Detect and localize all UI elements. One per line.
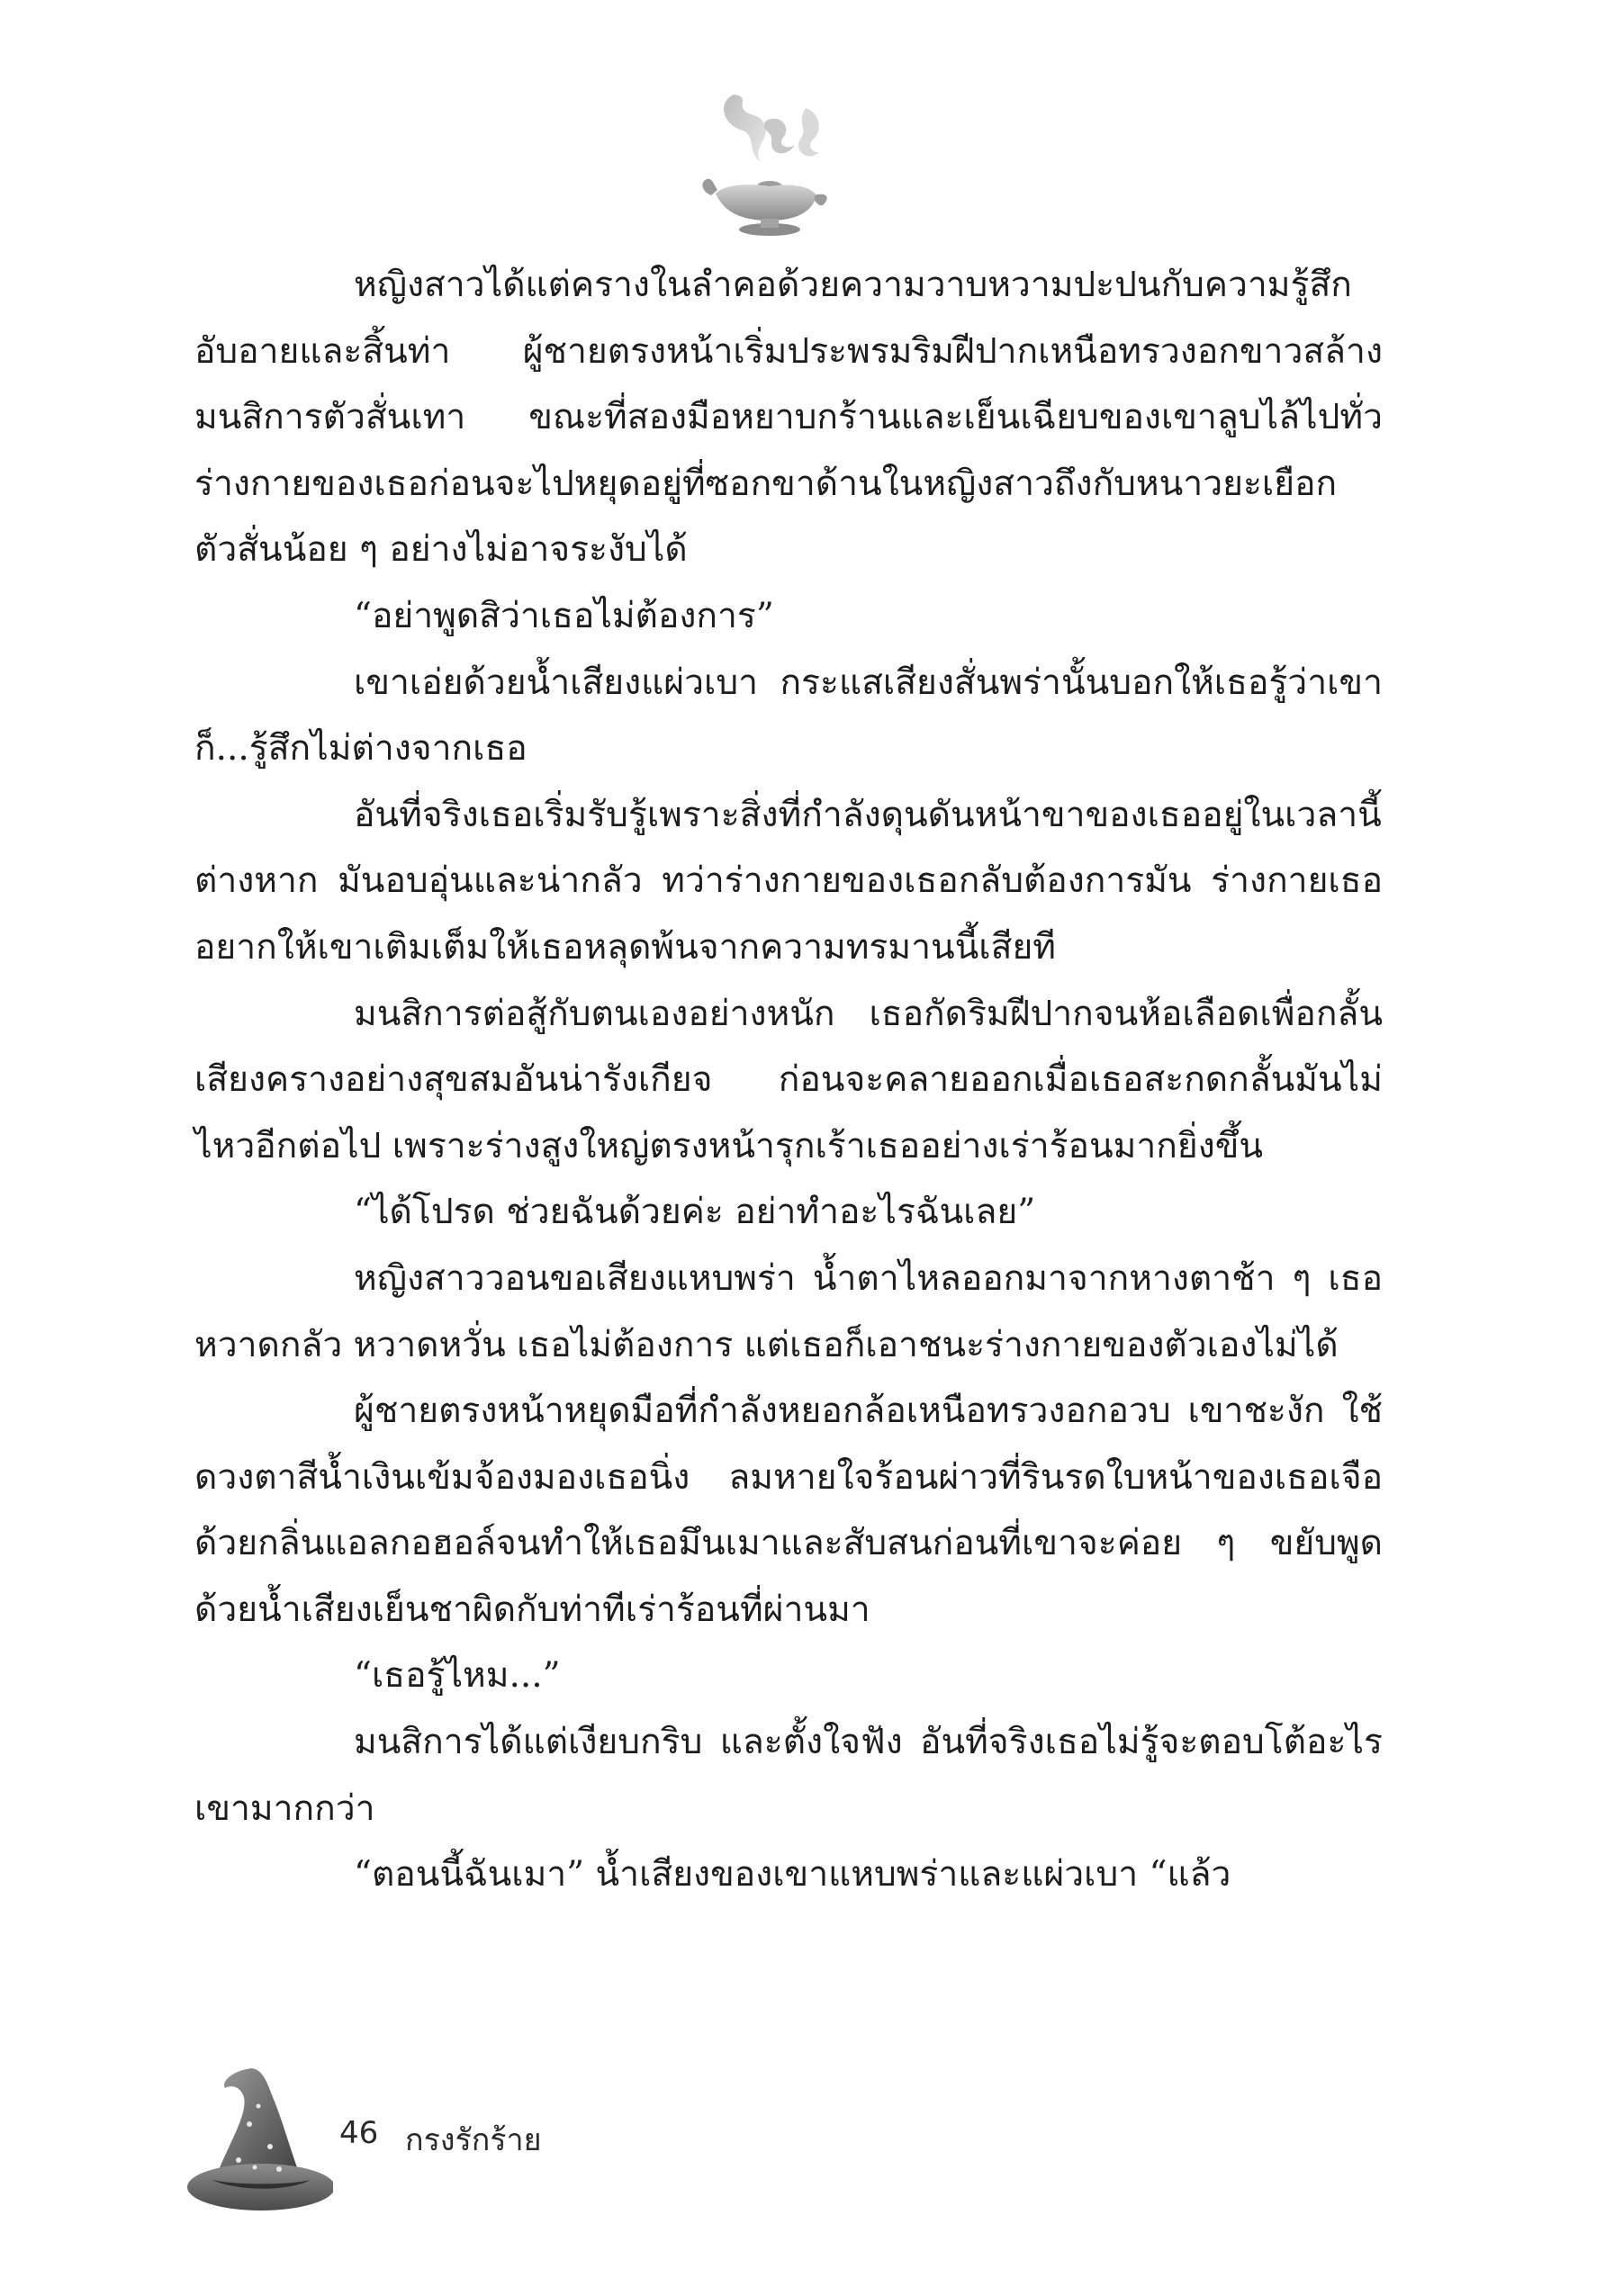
paragraph: หญิงสาวได้แต่ครางในลำคอด้วยความวาบหวามปะปนกับความรู้สึกอับอายและสิ้นท่า ผู้ชายตรงหน้าเริ่มประพรมริมฝีปากเหนือทรวงอกขาวสล้าง มนสิการตัวสั่นเทา ขณะที่สองมือหยาบกร้านและเย็นเฉียบของเขาลูบไล้ไปทั่วร่างกายของเธอก่อนจะไปหยุดอยู่ที่ซอกขาด้านในหญิงสาวถึงกับหนาวยะเยือก ตัวสั่นน้อย ๆ อย่างไม่อาจระงับได้ xyxy=(194,265,1383,571)
wizard-hat-icon xyxy=(185,2061,333,2223)
paragraph: เขาเอ่ยด้วยน้ำเสียงแผ่วเบา กระแสเสียงสั่นพร่านั้นบอกให้เธอรู้ว่าเขาก็...รู้สึกไม่ต่างจากเธอ xyxy=(194,662,1383,770)
dialogue-line: “ได้โปรด ช่วยฉันด้วยค่ะ อย่าทำอะไรฉันเลย” xyxy=(354,1192,1036,1233)
paragraph: มนสิการได้แต่เงียบกริบ และตั้งใจฟัง อันที่จริงเธอไม่รู้จะตอบโต้อะไรเขามากกว่า xyxy=(194,1722,1383,1829)
dialogue-line: “อย่าพูดสิว่าเธอไม่ต้องการ” xyxy=(354,595,774,636)
paragraph: หญิงสาววอนขอเสียงแหบพร่า น้ำตาไหลออกมาจากหางตาช้า ๆ เธอหวาดกลัว หวาดหวั่น เธอไม่ต้องการ แต่เธอก็เอาชนะร่างกายของตัวเองไม่ได้ xyxy=(194,1257,1383,1365)
dialogue-line: “เธอรู้ไหม...” xyxy=(354,1655,561,1697)
story-body xyxy=(194,252,1383,1908)
paragraph: ผู้ชายตรงหน้าหยุดมือที่กำลังหยอกล้อเหนือทรวงอกอวบ เขาชะงัก ใช้ดวงตาสีน้ำเงินเข้มจ้องมองเธอนิ่ง ลมหายใจร้อนผ่าวที่รินรดใบหน้าของเธอเจือด้วยกลิ่นแอลกอฮอล์จนทำให้เธอมึนเมาและสับสนก่อนที่เขาจะค่อย ๆ ขยับพูดด้วยน้ำเสียงเย็นชาผิดกับท่าทีเร่าร้อนที่ผ่านมา xyxy=(194,1391,1383,1630)
page-number: 46 xyxy=(339,2115,379,2151)
paragraph: มนสิการต่อสู้กับตนเองอย่างหนัก เธอกัดริมฝีปากจนห้อเลือดเพื่อกลั้นเสียงครางอย่างสุขสมอันน่ารังเกียจ ก่อนจะคลายออกเมื่อเธอสะกดกลั้นมันไม่ไหวอีกต่อไป เพราะร่างสูงใหญ่ตรงหน้ารุกเร้าเธออย่างเร่าร้อนมากยิ่งขึ้น xyxy=(194,993,1383,1166)
book-title: กรงรักร้าย xyxy=(405,2122,542,2158)
paragraph: “ตอนนี้ฉันเมา” น้ำเสียงของเขาแหบพร่าและแผ่วเบา “แล้ว xyxy=(354,1854,1231,1895)
page-footer xyxy=(185,2061,815,2223)
magic-lamp-icon xyxy=(698,86,833,239)
paragraph: อันที่จริงเธอเริ่มรับรู้เพราะสิ่งที่กำลังดุนดันหน้าขาของเธออยู่ในเวลานี้ต่างหาก มันอบอุ่นและน่ากลัว ทว่าร่างกายของเธอกลับต้องการมัน ร่างกายเธออยากให้เขาเติมเต็มให้เธอหลุดพ้นจากความทรมานนี้เสียที xyxy=(194,794,1383,968)
